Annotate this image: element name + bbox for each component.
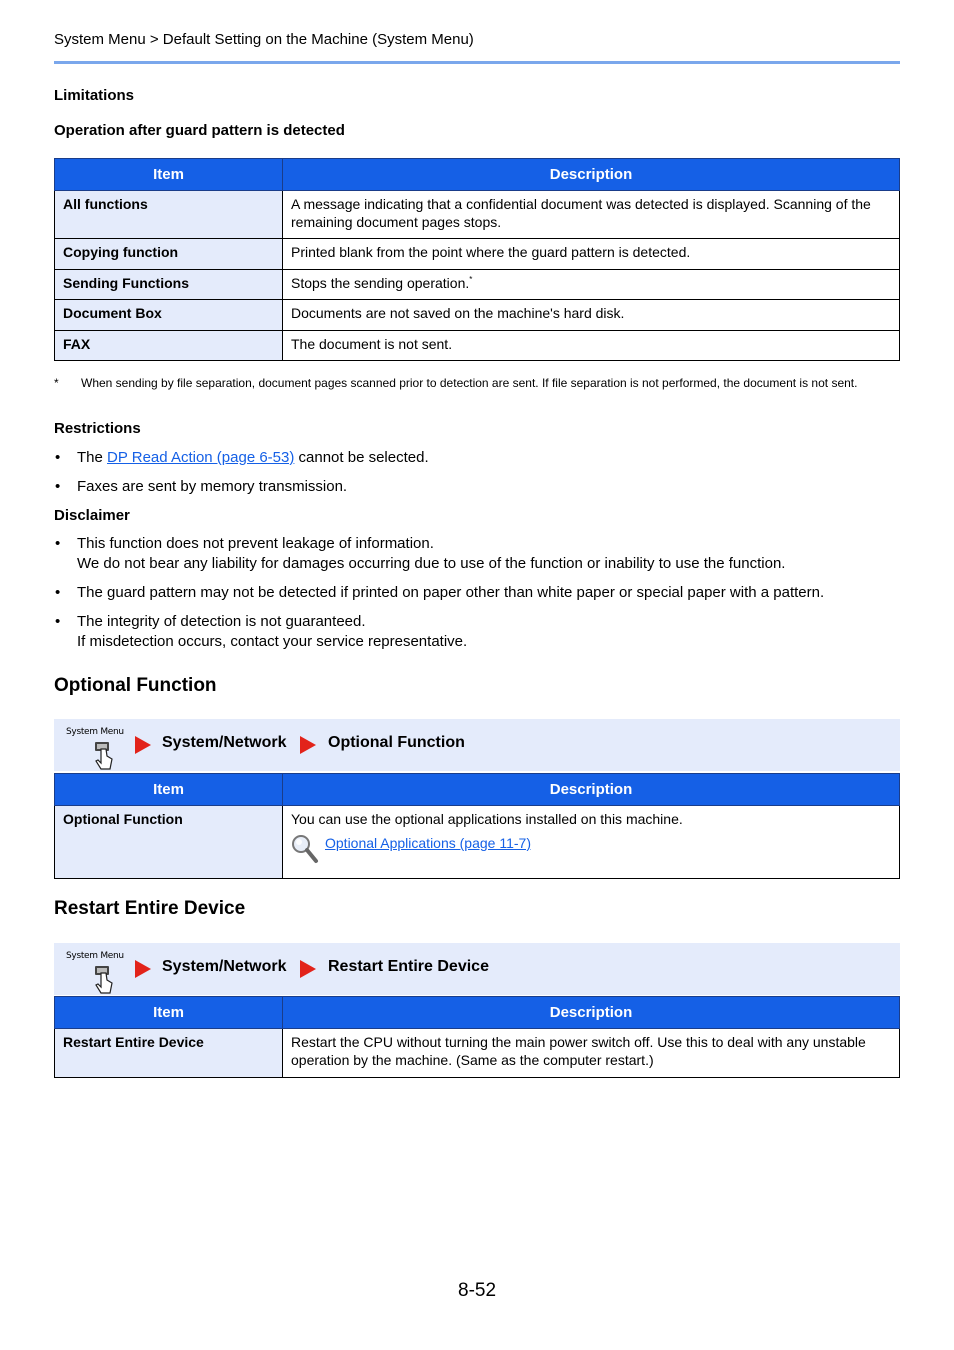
col-description-header: Description (283, 997, 900, 1029)
row-item: All functions (55, 191, 283, 239)
row-item: Optional Function (55, 806, 283, 879)
guard-pattern-subheading: Operation after guard pattern is detected (54, 122, 345, 139)
magnifier-icon (291, 834, 319, 868)
restart-nav (54, 943, 900, 995)
table-row (55, 331, 900, 361)
list-item (54, 477, 900, 497)
restriction-text: Faxes are sent by memory transmission. (77, 478, 348, 495)
table-row (55, 300, 900, 331)
footnote-marker: * (469, 275, 473, 284)
col-item-header: Item (55, 774, 283, 806)
nav-arrow-icon (135, 736, 151, 754)
row-description: Printed blank from the point where the guard pattern is detected. (283, 239, 900, 270)
table-row (55, 1029, 900, 1078)
list-item (54, 612, 900, 652)
optional-applications-link[interactable]: Optional Applications (page 11-7) (325, 835, 531, 851)
row-item: Restart Entire Device (55, 1029, 283, 1078)
crumb-system-network: System/Network (162, 734, 287, 751)
disclaimer-line: We do not bear any liability for damages occurring due to use of the function or inability to use the function. (77, 555, 786, 572)
nav-arrow-icon (135, 960, 151, 978)
table-header-row (55, 774, 900, 806)
page-header-breadcrumb: System Menu > Default Setting on the Machine (System Menu) (54, 31, 474, 48)
bullet: • (55, 449, 61, 466)
restriction-text-post: cannot be selected. (294, 449, 429, 466)
row-item: Copying function (55, 239, 283, 270)
limitations-heading: Limitations (54, 87, 135, 104)
restart-heading: Restart Entire Device (54, 898, 246, 919)
table-row (55, 270, 900, 300)
row-description: A message indicating that a confidential document was detected is displayed. Scanning of the remaining document pages stops. (283, 191, 900, 239)
disclaimer-list (54, 534, 900, 661)
system-menu-icon (66, 727, 122, 771)
guard-pattern-table (54, 158, 900, 361)
page-number: 8-52 (458, 1280, 497, 1301)
restriction-text-pre: The (77, 449, 108, 466)
disclaimer-line: This function does not prevent leakage of information. (77, 535, 434, 552)
list-item (54, 448, 900, 468)
nav-arrow-icon (300, 736, 316, 754)
row-item: FAX (55, 331, 283, 361)
row-description: Restart the CPU without turning the main power switch off. Use this to deal with any unstable operation by the machine. (Same as the computer restart.) (283, 1029, 900, 1078)
footnote-text: When sending by file separation, document pages scanned prior to detection are sent. If file separation is not performed, the document is not sent. (81, 376, 858, 390)
crumb-optional-function: Optional Function (328, 734, 465, 751)
system-menu-icon-label: System Menu (66, 951, 124, 961)
list-item (54, 534, 900, 574)
optional-function-heading: Optional Function (54, 675, 217, 696)
header-divider (54, 61, 900, 64)
row-description: The document is not sent. (283, 331, 900, 361)
restart-table (54, 996, 900, 1078)
crumb-restart-entire-device: Restart Entire Device (328, 958, 489, 975)
row-description (283, 270, 900, 300)
row-description (283, 806, 900, 879)
col-description-header: Description (283, 774, 900, 806)
disclaimer-heading: Disclaimer (54, 507, 130, 524)
restrictions-list (54, 448, 900, 506)
col-item-header: Item (55, 997, 283, 1029)
optional-function-table (54, 773, 900, 879)
disclaimer-line: If misdetection occurs, contact your service representative. (77, 633, 468, 650)
row-description-text: Stops the sending operation. (291, 275, 470, 291)
dp-read-action-link[interactable]: DP Read Action (page 6-53) (107, 449, 295, 466)
bullet: • (55, 613, 61, 630)
nav-arrow-icon (300, 960, 316, 978)
table-row (55, 191, 900, 239)
row-description-text: You can use the optional applications installed on this machine. (291, 811, 683, 827)
bullet: • (55, 584, 61, 601)
reference-line (291, 834, 891, 868)
col-item-header: Item (55, 159, 283, 191)
crumb-system-network: System/Network (162, 958, 287, 975)
table-header-row (55, 997, 900, 1029)
system-menu-icon-label: System Menu (66, 727, 124, 737)
list-item (54, 583, 900, 603)
bullet: • (55, 535, 61, 552)
row-item: Document Box (55, 300, 283, 331)
col-description-header: Description (283, 159, 900, 191)
disclaimer-line: The guard pattern may not be detected if printed on paper other than white paper or special paper with a pattern. (77, 584, 825, 601)
table-row (55, 239, 900, 270)
disclaimer-line: The integrity of detection is not guaranteed. (77, 613, 366, 630)
table-header-row (55, 159, 900, 191)
footnote (54, 374, 900, 392)
restrictions-heading: Restrictions (54, 420, 141, 437)
table-row (55, 806, 900, 879)
row-description: Documents are not saved on the machine's hard disk. (283, 300, 900, 331)
bullet: • (55, 478, 61, 495)
row-item: Sending Functions (55, 270, 283, 300)
system-menu-icon (66, 951, 122, 995)
footnote-star: * (54, 376, 59, 390)
optional-function-nav (54, 719, 900, 771)
